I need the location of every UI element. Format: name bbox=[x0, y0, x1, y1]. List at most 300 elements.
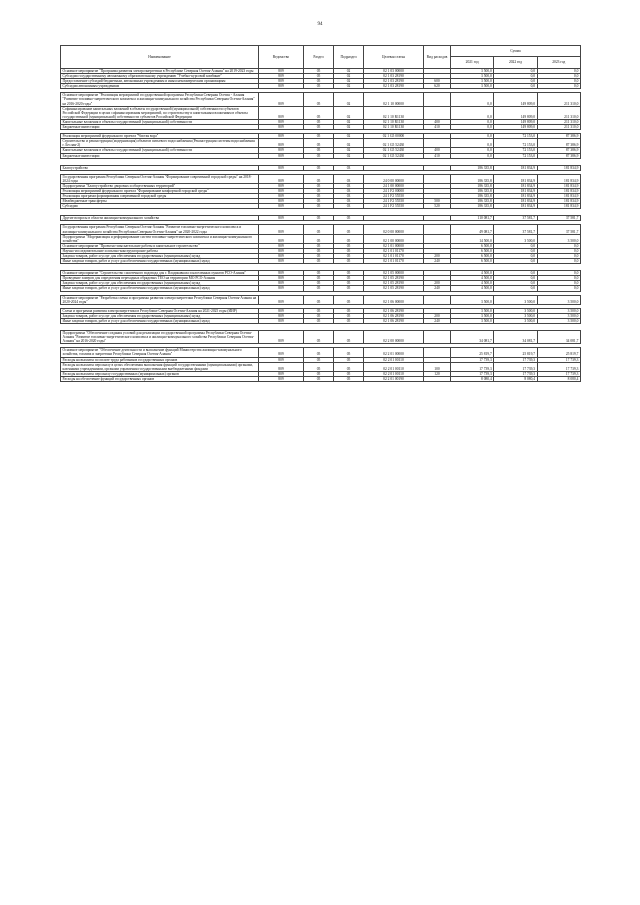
row-sum-2021: 6 500,0 bbox=[451, 243, 494, 248]
row-razdel: 05 bbox=[304, 79, 334, 84]
row-sum-2021: 186 335,8 bbox=[451, 165, 494, 170]
row-podrazdel: 05 bbox=[334, 216, 364, 221]
row-csr: 02 2 00 00000 bbox=[364, 331, 424, 344]
row-sum-2023: 3 500,0 bbox=[537, 234, 580, 243]
row-csr: 02 1 00 00000 bbox=[364, 234, 424, 243]
row-podrazdel: 02 bbox=[334, 69, 364, 74]
row-ved: 809 bbox=[259, 106, 304, 119]
row-sum-2022: 72 153,0 bbox=[494, 153, 537, 158]
row-csr: 02 1 05 28190 bbox=[364, 281, 424, 286]
row-csr: 02 1 06 28190 bbox=[364, 318, 424, 323]
row-name: Расходы на обеспечение функций государственных органов bbox=[61, 376, 259, 381]
row-sum-2021: 0,0 bbox=[451, 119, 494, 124]
row-razdel: 05 bbox=[304, 318, 334, 323]
row-sum-2021: 186 335,8 bbox=[451, 174, 494, 183]
row-sum-2022: 0,0 bbox=[494, 243, 537, 248]
row-csr: 24 0 00 00000 bbox=[364, 174, 424, 183]
row-podrazdel: 03 bbox=[334, 199, 364, 204]
row-ved: 809 bbox=[259, 286, 304, 291]
row-sum-2021: 17 739,3 bbox=[451, 362, 494, 371]
row-name: Подпрограмма "Обеспечение создания условий для реализации государственной программы Республики Северная Осетия-Алания "Развитие топливно-энергетического комплекса и жилищно-коммунального хозяйства Республики Северная Осетия-Алания" на 2016-2020 годы" bbox=[61, 331, 259, 344]
row-razdel: 05 bbox=[304, 93, 334, 106]
row-name: Межбюджетные трансферты bbox=[61, 199, 259, 204]
row-sum-2021: 4 500,0 bbox=[451, 286, 494, 291]
row-sum-2022: 0,0 bbox=[494, 276, 537, 281]
row-sum-2022: 0,0 bbox=[494, 254, 537, 259]
row-sum-2023: 0,0 bbox=[537, 248, 580, 253]
row-name: Научно-исследовательские и опытно-конструкторские работы bbox=[61, 248, 259, 253]
row-sum-2022: 17 739,3 bbox=[494, 371, 537, 376]
row-ved: 809 bbox=[259, 134, 304, 139]
row-podrazdel: 02 bbox=[334, 148, 364, 153]
row-ved: 809 bbox=[259, 165, 304, 170]
row-ved: 809 bbox=[259, 248, 304, 253]
row-podrazdel: 05 bbox=[334, 254, 364, 259]
row-csr: 02 1 G5 00000 bbox=[364, 134, 424, 139]
header-csr: Целевая статья bbox=[364, 46, 424, 69]
row-podrazdel: 02 bbox=[334, 79, 364, 84]
row-csr: 02 1 03 28190 bbox=[364, 84, 424, 89]
row-razdel: 05 bbox=[304, 134, 334, 139]
row-vr: 620 bbox=[424, 84, 451, 89]
row-csr: 02 1 06 28190 bbox=[364, 313, 424, 318]
row-sum-2023: 211 310,0 bbox=[537, 125, 580, 130]
row-razdel: 05 bbox=[304, 254, 334, 259]
row-ved: 809 bbox=[259, 259, 304, 264]
row-vr: 410 bbox=[424, 153, 451, 158]
row-ved: 809 bbox=[259, 199, 304, 204]
row-sum-2022: 0,0 bbox=[494, 84, 537, 89]
row-name: Капитальные вложения в объекты государственной (муниципальной) собственности bbox=[61, 148, 259, 153]
row-csr: 02 1 05 28190 bbox=[364, 286, 424, 291]
row-ved: 809 bbox=[259, 276, 304, 281]
row-podrazdel: 02 bbox=[334, 125, 364, 130]
header-year-2022: 2022 год bbox=[494, 57, 537, 69]
row-razdel: 05 bbox=[304, 199, 334, 204]
row-ved: 809 bbox=[259, 357, 304, 362]
row-sum-2023: 87 386,9 bbox=[537, 148, 580, 153]
row-razdel: 05 bbox=[304, 234, 334, 243]
row-podrazdel: 05 bbox=[334, 243, 364, 248]
row-ved: 809 bbox=[259, 362, 304, 371]
row-sum-2022: 3 500,0 bbox=[494, 234, 537, 243]
row-ved: 809 bbox=[259, 225, 304, 234]
row-podrazdel: 05 bbox=[334, 259, 364, 264]
row-sum-2022: 0,0 bbox=[494, 259, 537, 264]
row-razdel: 05 bbox=[304, 295, 334, 304]
row-vr: 240 bbox=[424, 259, 451, 264]
row-name: Расходы на выплаты персоналу государственных (муниципальных) органов bbox=[61, 371, 259, 376]
row-razdel: 05 bbox=[304, 281, 334, 286]
row-podrazdel: 05 bbox=[334, 281, 364, 286]
row-sum-2021: 4 500,0 bbox=[451, 281, 494, 286]
table-row bbox=[61, 348, 581, 357]
row-csr: 02 1 06 00000 bbox=[364, 295, 424, 304]
row-name: Субсидии bbox=[61, 204, 259, 209]
row-sum-2021: 186 335,8 bbox=[451, 204, 494, 209]
row-sum-2022: 181 834,9 bbox=[494, 183, 537, 188]
table-row bbox=[61, 331, 581, 344]
row-csr: 24 1 F2 00000 bbox=[364, 188, 424, 193]
row-csr: 02 1 01 01170 bbox=[364, 254, 424, 259]
row-razdel: 05 bbox=[304, 286, 334, 291]
header-razdel: Раздел bbox=[304, 46, 334, 69]
row-sum-2021: 14 500,0 bbox=[451, 234, 494, 243]
row-razdel: 05 bbox=[304, 225, 334, 234]
row-podrazdel: 05 bbox=[334, 331, 364, 344]
row-ved: 809 bbox=[259, 234, 304, 243]
row-sum-2021: 4 500,0 bbox=[451, 271, 494, 276]
row-sum-2023: 3 500,0 bbox=[537, 295, 580, 304]
row-podrazdel: 03 bbox=[334, 194, 364, 199]
row-sum-2021: 4 500,0 bbox=[451, 276, 494, 281]
row-sum-2023: 25 819,7 bbox=[537, 348, 580, 357]
row-sum-2021: 25 819,7 bbox=[451, 348, 494, 357]
row-sum-2022: 8 080,4 bbox=[494, 376, 537, 381]
row-csr: 02 1 10 R1130 bbox=[364, 125, 424, 130]
row-sum-2021: 186 335,8 bbox=[451, 188, 494, 193]
row-sum-2021: 0,0 bbox=[451, 134, 494, 139]
row-podrazdel: 05 bbox=[334, 313, 364, 318]
row-csr: 02 2 01 00190 bbox=[364, 376, 424, 381]
row-sum-2023: 0,0 bbox=[537, 286, 580, 291]
row-vr: 500 bbox=[424, 199, 451, 204]
row-vr bbox=[424, 139, 451, 148]
row-vr: 240 bbox=[424, 286, 451, 291]
row-sum-2022: 0,0 bbox=[494, 286, 537, 291]
row-ved: 809 bbox=[259, 125, 304, 130]
row-name: Основное мероприятие "Программа развития электроэнергетики в Республике Северная Осетия-Алания" на 2019-2023 годы bbox=[61, 69, 259, 74]
row-csr: 02 1 10 R1130 bbox=[364, 106, 424, 119]
row-ved: 809 bbox=[259, 243, 304, 248]
row-ved: 809 bbox=[259, 281, 304, 286]
row-sum-2021: 49 081,7 bbox=[451, 225, 494, 234]
row-name: Иные закупки товаров, работ и услуг для обеспечения государственных (муниципальных) нужд bbox=[61, 318, 259, 323]
row-name: Закупка товаров, работ и услуг для обеспечения государственных (муниципальных) нужд bbox=[61, 254, 259, 259]
row-name: Реализация мероприятий федерального проекта "Чистая вода" bbox=[61, 134, 259, 139]
row-sum-2023: 0,0 bbox=[537, 74, 580, 79]
row-csr: 24 1 F2 55550 bbox=[364, 199, 424, 204]
row-name: Государственная программа Республики Северная Осетия-Алания "Развитие топливно-энергетического комплекса и жилищно-коммунального хозяйства Республики Северная Осетия-Алания" на 2020-2022 годы bbox=[61, 225, 259, 234]
row-name: Основное мероприятие "Обеспечение деятельности и выполнение функций Министерства жилищно-коммунального хозяйства, топлива и энергетики Республики Северная Осетия-Алания" bbox=[61, 348, 259, 357]
row-razdel: 05 bbox=[304, 371, 334, 376]
row-sum-2022: 149 809,0 bbox=[494, 125, 537, 130]
row-sum-2022: 149 809,0 bbox=[494, 106, 537, 119]
row-razdel: 05 bbox=[304, 243, 334, 248]
row-sum-2022: 181 834,9 bbox=[494, 165, 537, 170]
row-vr bbox=[424, 376, 451, 381]
row-razdel: 05 bbox=[304, 148, 334, 153]
table-body bbox=[61, 69, 581, 382]
row-sum-2022: 17 739,3 bbox=[494, 362, 537, 371]
row-podrazdel: 03 bbox=[334, 174, 364, 183]
row-podrazdel: 05 bbox=[334, 225, 364, 234]
row-vr: 400 bbox=[424, 148, 451, 153]
row-podrazdel: 05 bbox=[334, 276, 364, 281]
row-sum-2022: 0,0 bbox=[494, 271, 537, 276]
row-podrazdel: 02 bbox=[334, 134, 364, 139]
row-razdel: 05 bbox=[304, 216, 334, 221]
row-sum-2021: 17 739,3 bbox=[451, 371, 494, 376]
row-razdel: 05 bbox=[304, 139, 334, 148]
row-csr: 24 1 F2 55550 bbox=[364, 204, 424, 209]
row-podrazdel: 05 bbox=[334, 318, 364, 323]
row-podrazdel: 03 bbox=[334, 204, 364, 209]
row-vr bbox=[424, 93, 451, 106]
row-razdel: 05 bbox=[304, 174, 334, 183]
row-razdel: 05 bbox=[304, 188, 334, 193]
row-sum-2021: 0,0 bbox=[451, 139, 494, 148]
row-sum-2021: 186 335,8 bbox=[451, 194, 494, 199]
row-sum-2023: 87 386,9 bbox=[537, 153, 580, 158]
row-sum-2021: 3 500,0 bbox=[451, 308, 494, 313]
row-podrazdel: 03 bbox=[334, 165, 364, 170]
row-sum-2022: 37 581,7 bbox=[494, 225, 537, 234]
row-sum-2022: 0,0 bbox=[494, 79, 537, 84]
row-sum-2023: 0,0 bbox=[537, 79, 580, 84]
row-podrazdel: 05 bbox=[334, 234, 364, 243]
table-row bbox=[61, 362, 581, 371]
row-sum-2023: 34 081,7 bbox=[537, 331, 580, 344]
row-sum-2022: 72 153,0 bbox=[494, 139, 537, 148]
row-sum-2021: 110 081,7 bbox=[451, 216, 494, 221]
row-sum-2023: 181 834,9 bbox=[537, 199, 580, 204]
row-ved: 809 bbox=[259, 93, 304, 106]
row-name: Подпрограмма "Благоустройство дворовых и общественных территорий" bbox=[61, 183, 259, 188]
header-year-2023: 2023 год bbox=[537, 57, 580, 69]
row-csr: 02 2 01 00110 bbox=[364, 362, 424, 371]
row-sum-2023: 0,0 bbox=[537, 243, 580, 248]
row-sum-2023: 8 080,4 bbox=[537, 376, 580, 381]
row-name: Бюджетные инвестиции bbox=[61, 125, 259, 130]
row-sum-2023: 17 739,3 bbox=[537, 371, 580, 376]
row-ved: 809 bbox=[259, 371, 304, 376]
row-csr: 02 1 01 00000 bbox=[364, 243, 424, 248]
row-sum-2021: 3 500,0 bbox=[451, 84, 494, 89]
row-sum-2023: 0,0 bbox=[537, 84, 580, 89]
row-sum-2021: 6 500,0 bbox=[451, 248, 494, 253]
table-row bbox=[61, 174, 581, 183]
table-row bbox=[61, 93, 581, 106]
row-sum-2021: 3 500,0 bbox=[451, 295, 494, 304]
row-razdel: 05 bbox=[304, 376, 334, 381]
row-csr: 02 1 03 28190 bbox=[364, 79, 424, 84]
row-sum-2022: 3 500,0 bbox=[494, 295, 537, 304]
row-sum-2023: 181 834,9 bbox=[537, 174, 580, 183]
row-csr: 02 1 G5 52430 bbox=[364, 148, 424, 153]
row-sum-2023: 0,0 bbox=[537, 254, 580, 259]
row-vr: 120 bbox=[424, 371, 451, 376]
row-sum-2021: 34 081,7 bbox=[451, 331, 494, 344]
row-sum-2021: 0,0 bbox=[451, 93, 494, 106]
row-razdel: 05 bbox=[304, 125, 334, 130]
row-sum-2022: 181 834,9 bbox=[494, 194, 537, 199]
row-sum-2023: 37 581,7 bbox=[537, 216, 580, 221]
row-ved: 809 bbox=[259, 204, 304, 209]
row-csr: 02 1 01 01170 bbox=[364, 259, 424, 264]
header-sum: Сумма bbox=[451, 46, 581, 57]
row-sum-2021: 3 500,0 bbox=[451, 69, 494, 74]
row-name: Реализация мероприятий федерального проекта "Формирование комфортной городской среды" bbox=[61, 188, 259, 193]
row-sum-2023: 0,0 bbox=[537, 69, 580, 74]
row-razdel: 05 bbox=[304, 84, 334, 89]
row-csr: 24 1 F2 55550 bbox=[364, 194, 424, 199]
row-vr bbox=[424, 174, 451, 183]
row-name: Расходы на выплаты по оплате труда работников государственных органов bbox=[61, 357, 259, 362]
table-row bbox=[61, 106, 581, 119]
row-sum-2022: 181 834,9 bbox=[494, 204, 537, 209]
row-sum-2021: 17 739,3 bbox=[451, 357, 494, 362]
row-sum-2021: 0,0 bbox=[451, 148, 494, 153]
row-csr: 02 1 06 28190 bbox=[364, 308, 424, 313]
row-name: Закупка товаров, работ и услуг для обеспечения государственных (муниципальных) нужд bbox=[61, 313, 259, 318]
row-ved: 809 bbox=[259, 183, 304, 188]
row-podrazdel: 05 bbox=[334, 376, 364, 381]
row-name: Расходы на выплаты персоналу в целях обеспечения выполнения функций государственными (муниципальными) органами, казенными учреждениями, органами управления государственными внебюджетными фондами bbox=[61, 362, 259, 371]
row-csr: 02 1 10 R1130 bbox=[364, 119, 424, 124]
header-podrazdel: Подраздел bbox=[334, 46, 364, 69]
row-sum-2023: 87 386,9 bbox=[537, 134, 580, 139]
row-sum-2023: 211 310,0 bbox=[537, 93, 580, 106]
row-sum-2023: 181 834,9 bbox=[537, 204, 580, 209]
row-csr: 02 1 03 28190 bbox=[364, 74, 424, 79]
header-name: Наименование bbox=[61, 46, 259, 69]
row-csr: 02 1 G5 52430 bbox=[364, 139, 424, 148]
row-vr bbox=[424, 234, 451, 243]
row-name: Основное мероприятие "Реализация мероприятий государственной программы Республики Северная Осетия - Алания "Развитие топливно-энергетического комплекса и жилищно-коммунального хозяйства Республики Северная Осетия-Алания" на 2016-2020 годы" bbox=[61, 93, 259, 106]
row-podrazdel: 05 bbox=[334, 308, 364, 313]
row-vr: 200 bbox=[424, 313, 451, 318]
row-csr: 02 2 01 00000 bbox=[364, 348, 424, 357]
table-row bbox=[61, 139, 581, 148]
row-podrazdel: 05 bbox=[334, 362, 364, 371]
row-sum-2021: 6 500,0 bbox=[451, 259, 494, 264]
row-razdel: 05 bbox=[304, 119, 334, 124]
row-podrazdel: 05 bbox=[334, 295, 364, 304]
row-name: Основное мероприятие "Проектно-изыскательские работы и капитальное строительство" bbox=[61, 243, 259, 248]
row-sum-2022: 25 819,7 bbox=[494, 348, 537, 357]
row-ved: 809 bbox=[259, 254, 304, 259]
row-sum-2023: 181 834,9 bbox=[537, 188, 580, 193]
row-ved: 809 bbox=[259, 84, 304, 89]
row-name: Государственная программа Республики Северная Осетия-Алания "Формирование современной городской среды" на 2018-2024 годы bbox=[61, 174, 259, 183]
row-sum-2022: 37 581,7 bbox=[494, 216, 537, 221]
table-row bbox=[61, 234, 581, 243]
row-name: Предоставление субсидий бюджетным, автономным учреждениям и иным некоммерческим организациям bbox=[61, 79, 259, 84]
row-ved: 809 bbox=[259, 174, 304, 183]
row-vr: 240 bbox=[424, 318, 451, 323]
row-sum-2023: 17 739,3 bbox=[537, 362, 580, 371]
row-podrazdel: 05 bbox=[334, 271, 364, 276]
row-name: Реализация программ формирования современной городской среды bbox=[61, 194, 259, 199]
row-name: Подпрограмма "Модернизация и реформирование систем топливно-энергетического комплекса и жилищно-коммунального хозяйства" bbox=[61, 234, 259, 243]
table-row bbox=[61, 376, 581, 381]
row-name: Схема и программа развития электроэнергетики в Республике Северная Осетия-Алания на 2021-2025 годы (ИИР) bbox=[61, 308, 259, 313]
row-sum-2023: 3 500,0 bbox=[537, 313, 580, 318]
row-sum-2021: 3 500,0 bbox=[451, 74, 494, 79]
row-ved: 809 bbox=[259, 331, 304, 344]
row-podrazdel: 05 bbox=[334, 348, 364, 357]
row-sum-2021: 0,0 bbox=[451, 153, 494, 158]
row-ved: 809 bbox=[259, 139, 304, 148]
row-sum-2022: 34 081,7 bbox=[494, 331, 537, 344]
row-vr bbox=[424, 331, 451, 344]
row-razdel: 05 bbox=[304, 259, 334, 264]
row-sum-2022: 72 153,0 bbox=[494, 148, 537, 153]
row-podrazdel: 02 bbox=[334, 153, 364, 158]
row-sum-2022: 181 834,9 bbox=[494, 199, 537, 204]
page-number: 94 bbox=[317, 22, 323, 27]
row-sum-2023: 37 581,7 bbox=[537, 225, 580, 234]
row-podrazdel: 05 bbox=[334, 357, 364, 362]
row-razdel: 05 bbox=[304, 106, 334, 119]
row-vr bbox=[424, 295, 451, 304]
row-sum-2023: 17 739,3 bbox=[537, 357, 580, 362]
row-vr: 100 bbox=[424, 362, 451, 371]
row-sum-2022: 72 153,0 bbox=[494, 134, 537, 139]
row-podrazdel: 03 bbox=[334, 188, 364, 193]
row-vr: 200 bbox=[424, 254, 451, 259]
row-vr: 600 bbox=[424, 79, 451, 84]
row-sum-2023: 3 500,0 bbox=[537, 308, 580, 313]
row-razdel: 05 bbox=[304, 69, 334, 74]
row-name: Бюджетные инвестиции bbox=[61, 153, 259, 158]
row-podrazdel: 02 bbox=[334, 84, 364, 89]
row-razdel: 05 bbox=[304, 204, 334, 209]
row-ved: 809 bbox=[259, 148, 304, 153]
row-sum-2022: 0,0 bbox=[494, 69, 537, 74]
row-sum-2023: 0,0 bbox=[537, 281, 580, 286]
row-name: Субсидии автономным учреждениям bbox=[61, 84, 259, 89]
row-sum-2023: 181 834,9 bbox=[537, 165, 580, 170]
row-sum-2021: 8 080,4 bbox=[451, 376, 494, 381]
row-razdel: 05 bbox=[304, 165, 334, 170]
row-name: Закупка товаров, работ и услуг для обеспечения государственных (муниципальных) нужд bbox=[61, 281, 259, 286]
row-csr: 02 0 00 00000 bbox=[364, 225, 424, 234]
row-razdel: 05 bbox=[304, 348, 334, 357]
header-ved: Ведомство bbox=[259, 46, 304, 69]
row-podrazdel: 03 bbox=[334, 183, 364, 188]
row-csr: 02 1 05 00000 bbox=[364, 271, 424, 276]
row-sum-2022: 149 809,0 bbox=[494, 93, 537, 106]
row-vr: 200 bbox=[424, 281, 451, 286]
row-razdel: 05 bbox=[304, 308, 334, 313]
table-row bbox=[61, 225, 581, 234]
row-ved: 809 bbox=[259, 216, 304, 221]
row-sum-2022: 181 834,9 bbox=[494, 188, 537, 193]
row-vr: 400 bbox=[424, 119, 451, 124]
row-podrazdel: 02 bbox=[334, 106, 364, 119]
row-sum-2023: 181 834,9 bbox=[537, 194, 580, 199]
table-header bbox=[61, 46, 581, 69]
row-csr: 02 1 05 28190 bbox=[364, 276, 424, 281]
row-podrazdel: 02 bbox=[334, 139, 364, 148]
row-sum-2023: 0,0 bbox=[537, 271, 580, 276]
row-podrazdel: 05 bbox=[334, 286, 364, 291]
row-sum-2022: 0,0 bbox=[494, 248, 537, 253]
row-razdel: 05 bbox=[304, 248, 334, 253]
row-ved: 809 bbox=[259, 119, 304, 124]
row-razdel: 05 bbox=[304, 271, 334, 276]
header-vr: Вид расходов bbox=[424, 46, 451, 69]
row-sum-2021: 186 335,8 bbox=[451, 199, 494, 204]
row-sum-2022: 17 739,3 bbox=[494, 357, 537, 362]
row-razdel: 05 bbox=[304, 331, 334, 344]
row-sum-2023: 181 834,9 bbox=[537, 183, 580, 188]
row-sum-2021: 6 500,0 bbox=[451, 254, 494, 259]
row-ved: 809 bbox=[259, 376, 304, 381]
row-ved: 809 bbox=[259, 318, 304, 323]
